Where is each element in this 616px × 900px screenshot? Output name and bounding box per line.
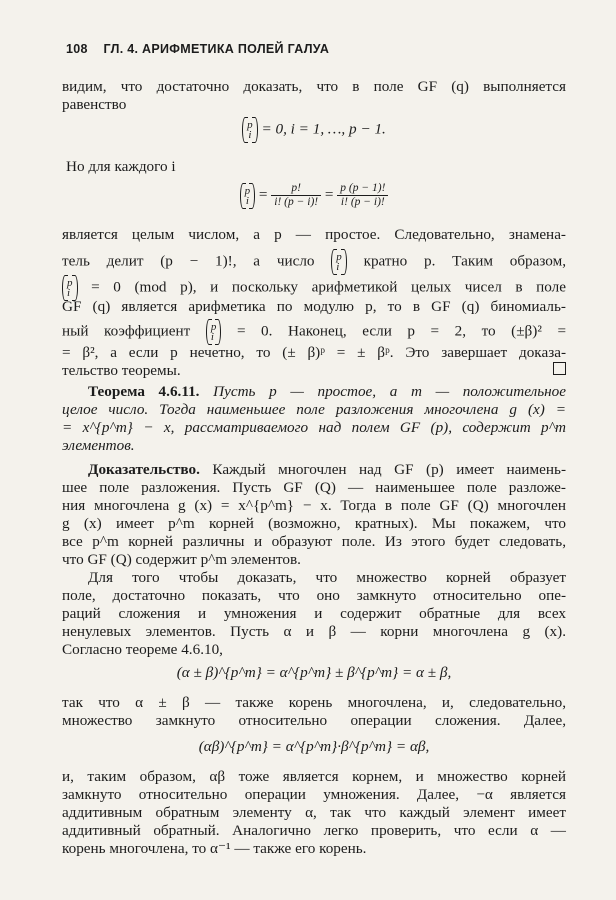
theorem-label: Теорема 4.6.11.	[88, 383, 200, 400]
running-header	[66, 42, 329, 56]
proof-line: Для того чтобы доказать, что множество корней образует	[88, 569, 566, 586]
proof-line: Доказательство. Каждый многочлен над GF (p) имеет наимень-	[88, 461, 566, 478]
proof-label: Доказательство.	[88, 461, 200, 478]
text-line: Но для каждого i	[66, 158, 176, 175]
binomial-coefficient: p i	[242, 120, 258, 140]
binomial-coefficient: p i	[206, 322, 222, 342]
formula-product-power: (αβ)^{p^m} = α^{p^m}·β^{p^m} = αβ,	[198, 738, 430, 755]
proof-line: аддитивный обратный. Аналогично легко проверить, что если α —	[62, 822, 566, 839]
text-line: равенство	[62, 96, 127, 113]
proof-line: ния многочлена g (x) = x^{p^m} − x. Тогда в поле GF (Q) многочлен	[62, 497, 566, 514]
proof-line: множество замкнуто относительно операции сложения. Далее,	[62, 712, 566, 729]
formula-sum-power: (α ± β)^{p^m} = α^{p^m} ± β^{p^m} = α ± β,	[176, 664, 452, 681]
fraction: $\frac{p!}{i! (p - i)!}$	[271, 182, 321, 209]
proof-line: и, таким образом, αβ тоже является корнем, и множество корней	[62, 768, 566, 785]
qed-square-icon	[553, 362, 566, 375]
proof-line: Согласно теореме 4.6.10,	[62, 641, 223, 658]
proof-line: все p^m корней различны и образуют поле. Из этого будет следовать,	[62, 533, 566, 550]
formula-binom-factorial: p i = $\frac{p!}{i! (p - i)!}$ = $\frac{p (p - 1)!}{i! (p - i)!}$	[62, 182, 566, 209]
text-line: является целым числом, а p — простое. Следовательно, знамена-	[62, 226, 566, 243]
proof-line: раций сложения и умножения и содержит обратные для всех	[62, 605, 566, 622]
proof-line: ненулевых элементов. Пусть α и β — корни многочлена g (x).	[62, 623, 566, 640]
proof-line: что GF (Q) содержит p^m элементов.	[62, 551, 301, 568]
binomial-coefficient: p i	[331, 252, 347, 272]
proof-line: так что α ± β — также корень многочлена, и, следовательно,	[62, 694, 566, 711]
text-line: = β², а если p нечетно, то (± β)ᵖ = ± βᵖ. Это завершает доказа-	[62, 344, 566, 361]
theorem-line: Теорема 4.6.11. Пусть p — простое, а m — положительное	[88, 383, 566, 400]
proof-line: корень многочлена, то α⁻¹ — также его корень.	[62, 840, 367, 857]
text-line: GF (q) является арифметика по модулю p, то в GF (q) биномиаль-	[62, 298, 566, 315]
text-line-qed: тельство теоремы.	[62, 362, 566, 380]
proof-line: аддитивным обратным элементу α, так что каждый элемент имеет	[62, 804, 566, 821]
theorem-line: целое число. Тогда наименьшее поле разложения многочлена g (x) =	[62, 401, 566, 418]
text-line: тель делит (p − 1)!, а число p i кратно p. Таким образом,	[62, 251, 566, 273]
fraction: $\frac{p (p - 1)!}{i! (p - i)!}$	[337, 182, 388, 209]
proof-line: шее поле разложения. Пусть GF (Q) — наименьшее поле разложе-	[62, 479, 566, 496]
text-line: ный коэффициент p i = 0. Наконец, если p = 2, то (±β)² =	[62, 321, 567, 343]
proof-line: g (x) имеет p^m корней (возможно, кратных). Мы покажем, что	[62, 515, 566, 532]
page-number: 108	[66, 42, 88, 56]
proof-line: замкнуто относительно операции умножения. Далее, −α является	[62, 786, 566, 803]
theorem-line: элементов.	[62, 437, 135, 454]
binomial-coefficient: p i	[240, 186, 256, 206]
binomial-coefficient: p i	[62, 278, 78, 298]
running-title: ГЛ. 4. АРИФМЕТИКА ПОЛЕЙ ГАЛУА	[103, 42, 330, 56]
text-line: видим, что достаточно доказать, что в поле GF (q) выполняется	[62, 78, 566, 95]
proof-line: поле, достаточно показать, что оно замкнуто относительно опе-	[62, 587, 566, 604]
theorem-line: = x^{p^m} − x, рассматриваемого над полем GF (p), содержит p^m	[62, 419, 566, 436]
formula-binom-zero: p i = 0, i = 1, …, p − 1.	[62, 120, 566, 140]
text-line: p i = 0 (mod p), и поскольку арифметикой целых чисел в поле	[62, 278, 566, 298]
